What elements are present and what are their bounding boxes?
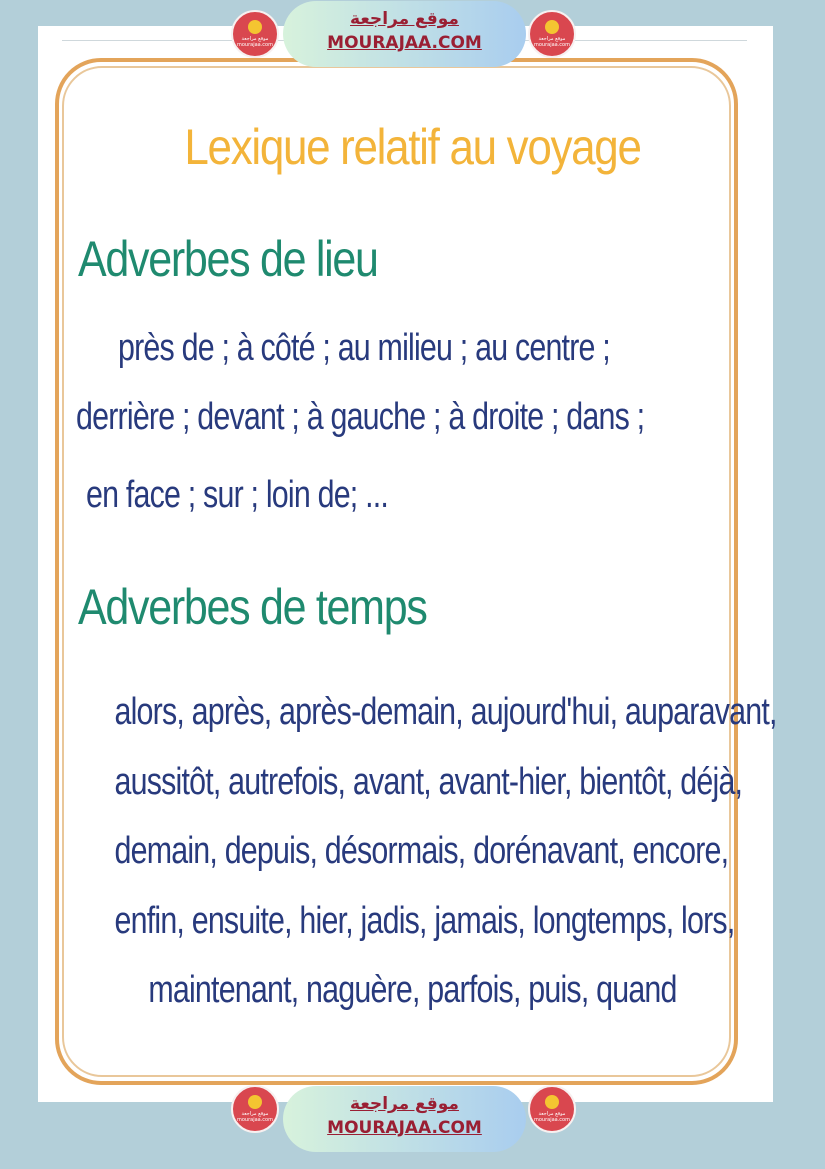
temps-line: demain, depuis, désormais, dorénavant, encore,: [114, 830, 729, 872]
lieu-line: en face ; sur ; loin de; ...: [86, 474, 389, 516]
footer-site-arabic: موقع مراجعة: [350, 1094, 459, 1114]
header-site-link[interactable]: MOURAJAA.COM: [327, 33, 482, 53]
site-logo-icon: موقع مراجعة mourajaa.com: [231, 1085, 279, 1133]
footer-site-link[interactable]: MOURAJAA.COM: [327, 1118, 482, 1138]
site-logo-icon: موقع مراجعة mourajaa.com: [528, 1085, 576, 1133]
temps-list: [40, 688, 785, 1036]
footer-site-badge[interactable]: [283, 1086, 526, 1152]
document-title: Lexique relatif au voyage: [184, 119, 641, 175]
section-heading-lieu: Adverbes de lieu: [78, 231, 378, 287]
lieu-line: derrière ; devant ; à gauche ; à droite ; dans ;: [76, 396, 645, 438]
temps-line: aussitôt, autrefois, avant, avant-hier, bientôt, déjà,: [114, 760, 743, 803]
lieu-line: près de ; à côté ; au milieu ; au centre ;: [118, 327, 610, 369]
temps-line: maintenant, naguère, parfois, puis, quand: [148, 969, 677, 1011]
section-heading-temps: Adverbes de temps: [78, 579, 427, 635]
temps-line: enfin, ensuite, hier, jadis, jamais, longtemps, lors,: [114, 899, 735, 942]
header-site-arabic: موقع مراجعة: [350, 9, 459, 29]
site-logo-icon: موقع مراجعة mourajaa.com: [528, 10, 576, 58]
header-site-badge[interactable]: [283, 1, 526, 67]
site-logo-icon: موقع مراجعة mourajaa.com: [231, 10, 279, 58]
temps-line: alors, après, après-demain, aujourd'hui, auparavant,: [114, 691, 777, 733]
